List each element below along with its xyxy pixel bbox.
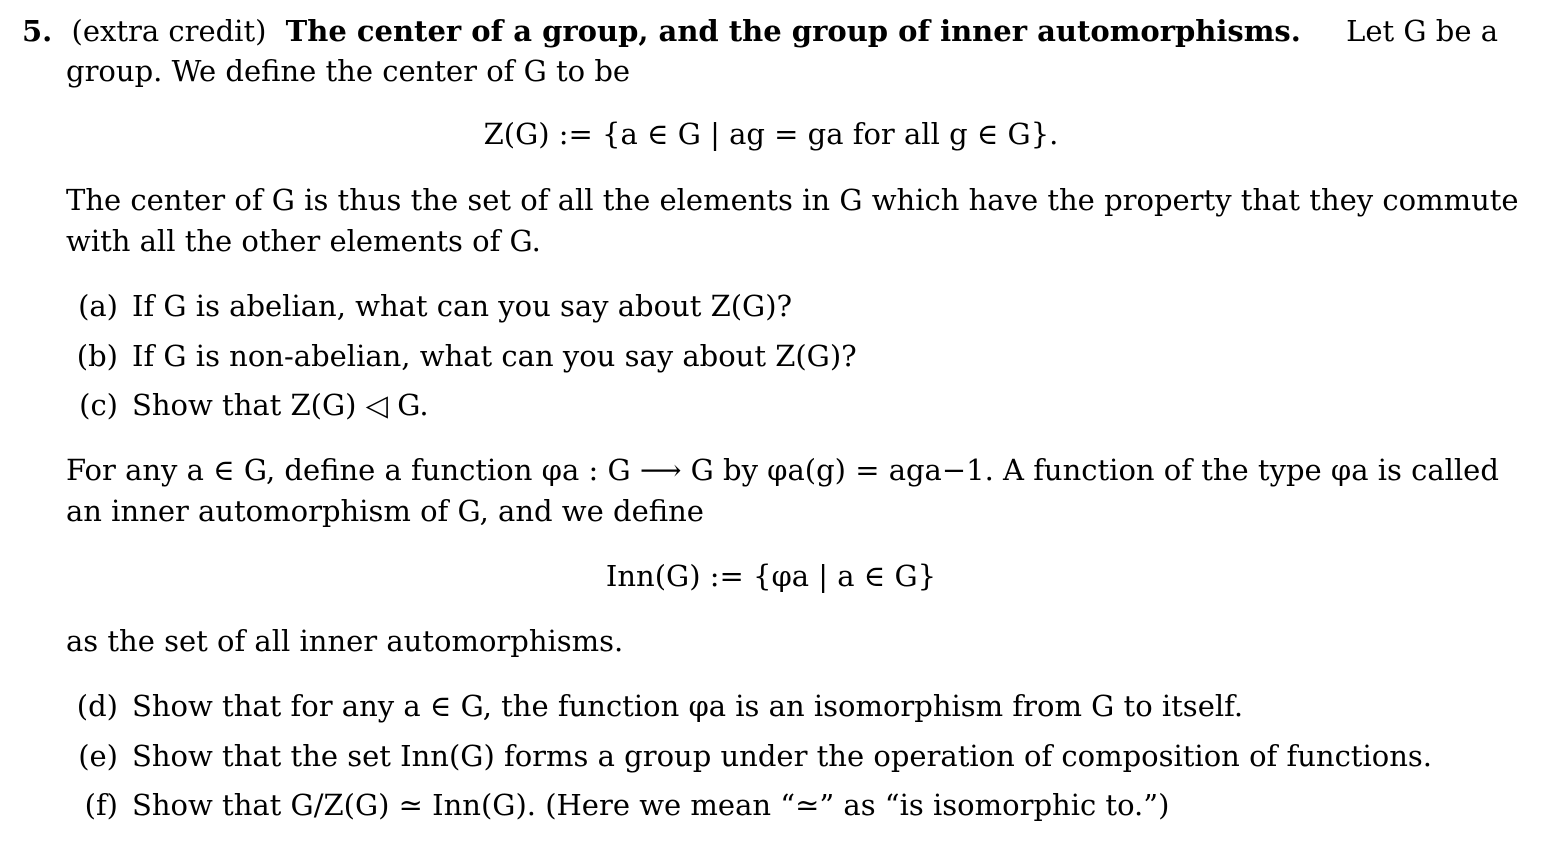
part-a-label: (a) xyxy=(78,289,118,323)
part-f xyxy=(60,788,1170,822)
inner-paragraph-line-1: For any a ∈ G, define a function φa : G ⟶ G by φa(g) = aga−1. A function of the type φa is called xyxy=(66,453,1499,487)
part-f-text: Show that G/Z(G) ≃ Inn(G). (Here we mean “≃” as “is isomorphic to.”) xyxy=(132,788,1170,822)
problem-intro-line: group. We define the center of G to be xyxy=(66,54,631,88)
problem-title: The center of a group, and the group of inner automorphisms. xyxy=(285,14,1301,48)
part-a-text: If G is abelian, what can you say about Z(G)? xyxy=(132,289,793,323)
inner-paragraph-line-2: an inner automorphism of G, and we define xyxy=(66,494,704,528)
inn-definition: Inn(G) := {φa | a ∈ G} xyxy=(605,559,937,593)
part-c-label: (c) xyxy=(79,388,118,422)
part-a xyxy=(60,289,793,323)
center-explanation-line-1: The center of G is thus the set of all the elements in G which have the property that they commute xyxy=(66,183,1519,217)
problem-note: (extra credit) xyxy=(71,14,267,48)
part-e-text: Show that the set Inn(G) forms a group under the operation of composition of functions. xyxy=(132,739,1432,773)
part-b-label: (b) xyxy=(76,339,118,373)
part-b xyxy=(60,339,857,373)
part-c xyxy=(60,388,429,422)
part-d-label: (d) xyxy=(76,689,118,723)
part-e-label: (e) xyxy=(78,739,118,773)
part-d-text: Show that for any a ∈ G, the function φa is an isomorphism from G to itself. xyxy=(132,689,1244,723)
part-f-label: (f) xyxy=(84,788,118,822)
problem-intro-tail: Let G be a xyxy=(1346,14,1498,48)
part-d xyxy=(60,689,1244,723)
center-definition: Z(G) := {a ∈ G | ag = ga for all g ∈ G}. xyxy=(483,117,1059,151)
problem-header-line xyxy=(22,14,1498,48)
part-e xyxy=(60,739,1432,773)
part-b-text: If G is non-abelian, what can you say about Z(G)? xyxy=(132,339,857,373)
part-c-text: Show that Z(G) ◁ G. xyxy=(132,388,429,422)
problem-number: 5. xyxy=(22,14,53,48)
inner-paragraph-line-3: as the set of all inner automorphisms. xyxy=(66,624,624,658)
center-explanation-line-2: with all the other elements of G. xyxy=(66,224,541,258)
